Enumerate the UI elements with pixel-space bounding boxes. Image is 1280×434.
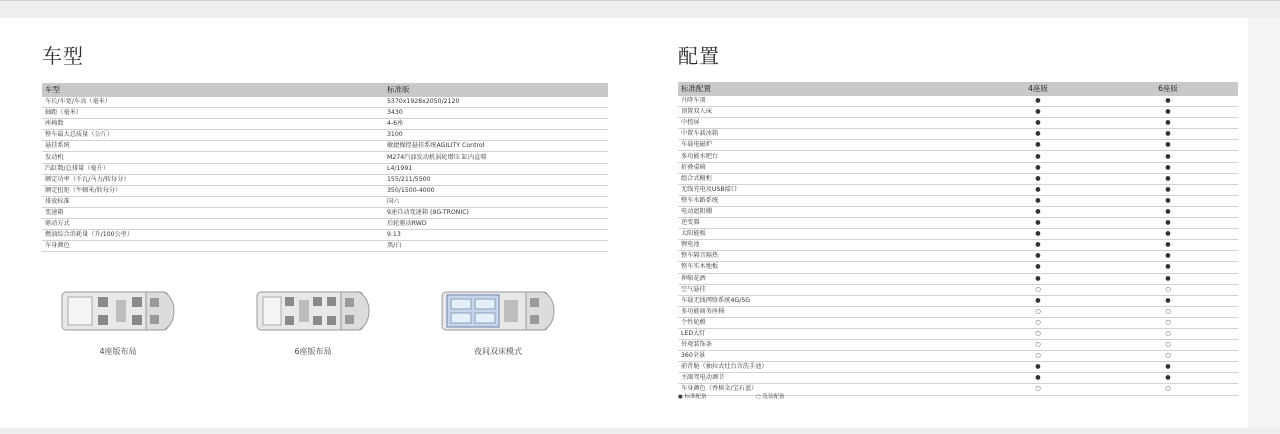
spec-label: 整车最大总质量（公斤） [42, 130, 384, 141]
feature-4-seat-mark: ○ [978, 340, 1098, 351]
feature-6-seat-mark: ● [1098, 129, 1238, 140]
configuration-table [678, 82, 1238, 396]
feature-6-seat-mark: ● [1098, 362, 1238, 373]
feature-6-seat-mark: ○ [1098, 384, 1238, 395]
feature-6-seat-mark: ● [1098, 162, 1238, 173]
table-row [42, 141, 608, 152]
feature-4-seat-mark: ● [978, 218, 1098, 229]
table-header-row [42, 83, 608, 97]
feature-4-seat-mark: ● [978, 262, 1098, 273]
spec-label: 轴距（毫米） [42, 108, 384, 119]
table-row [678, 362, 1238, 373]
spec-value: 3100 [384, 130, 608, 141]
feature-4-seat-mark: ● [978, 140, 1098, 151]
table-row [678, 218, 1238, 229]
page-edge [1248, 18, 1280, 428]
layout-caption: 4座版布局 [99, 347, 137, 356]
spec-label: 汽缸数/总排量（毫升） [42, 163, 384, 174]
feature-6-seat-mark: ● [1098, 295, 1238, 306]
spec-label: 悬挂系统 [42, 141, 384, 152]
feature-4-seat-mark: ● [978, 151, 1098, 162]
spec-value: 黑/白 [384, 241, 608, 252]
feature-6-seat-mark: ○ [1098, 284, 1238, 295]
table-row [678, 173, 1238, 184]
feature-6-seat-mark: ● [1098, 206, 1238, 217]
feature-4-seat-mark: ○ [978, 306, 1098, 317]
table-row [678, 295, 1238, 306]
table-row [678, 229, 1238, 240]
table-row [42, 108, 608, 119]
spec-value: 9.13 [384, 230, 608, 241]
spec-label: 额定功率（千瓦/马力/转每分） [42, 174, 384, 185]
table-row [678, 340, 1238, 351]
table-row [678, 140, 1238, 151]
feature-label: 无线充电及USB接口 [678, 184, 978, 195]
table-row [678, 317, 1238, 328]
van-6-seat-floorplan-icon [255, 288, 371, 334]
feature-label: LED大灯 [678, 328, 978, 339]
feature-6-seat-mark: ● [1098, 107, 1238, 118]
feature-label: 电动遮阳棚 [678, 206, 978, 217]
feature-6-seat-mark: ● [1098, 151, 1238, 162]
table-row [678, 240, 1238, 251]
feature-label: 主副驾电动调节 [678, 373, 978, 384]
spec-label: 车长/车宽/车高（毫米） [42, 97, 384, 108]
table-row [678, 195, 1238, 206]
feature-6-seat-mark: ● [1098, 140, 1238, 151]
right-page [640, 18, 1280, 428]
feature-label: 多功能水吧台 [678, 151, 978, 162]
feature-4-seat-mark: ● [978, 251, 1098, 262]
spec-label: 座椅数 [42, 119, 384, 130]
feature-4-seat-mark: ● [978, 96, 1098, 107]
feature-6-seat-mark: ● [1098, 184, 1238, 195]
spec-label: 车身颜色 [42, 241, 384, 252]
table-row [678, 262, 1238, 273]
table-row [678, 151, 1238, 162]
table-row [42, 219, 608, 230]
feature-6-seat-mark: ● [1098, 273, 1238, 284]
feature-6-seat-mark: ○ [1098, 306, 1238, 317]
feature-4-seat-mark: ○ [978, 284, 1098, 295]
table-row [678, 162, 1238, 173]
feature-6-seat-mark: ● [1098, 229, 1238, 240]
table-header-row [678, 82, 1238, 96]
legend-optional: ○ 选装配备 [756, 394, 785, 400]
feature-label: 车载电磁炉 [678, 140, 978, 151]
van-4-seat-floorplan-icon [60, 288, 176, 334]
feature-4-seat-mark: ● [978, 295, 1098, 306]
feature-4-seat-mark: ● [978, 184, 1098, 195]
feature-label: 顶置双人床 [678, 107, 978, 118]
feature-4-seat-mark: ● [978, 162, 1098, 173]
feature-label: 伸缩花洒 [678, 273, 978, 284]
table-row [42, 185, 608, 196]
table-row [42, 163, 608, 174]
table-row [42, 230, 608, 241]
table-row [678, 129, 1238, 140]
feature-label: 太阳能板 [678, 229, 978, 240]
layout-4-seat [60, 288, 176, 357]
table-row [678, 328, 1238, 339]
table-row [42, 119, 608, 130]
column-header-standard: 标准版 [384, 83, 608, 97]
table-row [678, 284, 1238, 295]
feature-4-seat-mark: ● [978, 229, 1098, 240]
feature-label: 中控屏 [678, 118, 978, 129]
feature-label: 360全景 [678, 351, 978, 362]
table-row [42, 241, 608, 252]
table-row [678, 96, 1238, 107]
spec-label: 额定扭矩（牛顿米/转每分） [42, 185, 384, 196]
feature-label: 车载无线网络系统4G/5G [678, 295, 978, 306]
spec-label: 排放标准 [42, 196, 384, 207]
feature-4-seat-mark: ○ [978, 351, 1098, 362]
table-row [42, 174, 608, 185]
feature-6-seat-mark: ● [1098, 173, 1238, 184]
layout-6-seat [255, 288, 371, 357]
spec-value: 国六 [384, 196, 608, 207]
van-night-bed-floorplan-icon [440, 288, 556, 334]
column-header-4-seat: 4座版 [978, 82, 1098, 96]
feature-4-seat-mark: ○ [978, 317, 1098, 328]
feature-label: 折叠桌椅 [678, 162, 978, 173]
feature-label: 外观装饰条 [678, 340, 978, 351]
feature-label: 多功能商务座椅 [678, 306, 978, 317]
top-rule [0, 0, 1280, 1]
column-header-model: 车型 [42, 83, 384, 97]
spec-value: 5370x1928x2050/2120 [384, 97, 608, 108]
feature-4-seat-mark: ● [978, 273, 1098, 284]
table-row [42, 97, 608, 108]
spec-value: 350/1500-4000 [384, 185, 608, 196]
feature-6-seat-mark: ○ [1098, 340, 1238, 351]
spec-value: L4/1991 [384, 163, 608, 174]
feature-label: 组合式橱柜 [678, 173, 978, 184]
feature-4-seat-mark: ● [978, 240, 1098, 251]
feature-label: 整车实木地板 [678, 262, 978, 273]
feature-6-seat-mark: ○ [1098, 317, 1238, 328]
feature-4-seat-mark: ● [978, 118, 1098, 129]
spec-value: 4-6座 [384, 119, 608, 130]
spec-label: 变速箱 [42, 207, 384, 218]
feature-6-seat-mark: ● [1098, 251, 1238, 262]
table-row [678, 251, 1238, 262]
feature-4-seat-mark: ● [978, 173, 1098, 184]
spec-label: 驱动方式 [42, 219, 384, 230]
feature-4-seat-mark: ● [978, 129, 1098, 140]
table-row [678, 306, 1238, 317]
feature-6-seat-mark: ● [1098, 240, 1238, 251]
layout-caption: 夜间双床模式 [474, 347, 522, 356]
feature-4-seat-mark: ○ [978, 328, 1098, 339]
feature-label: 锂电池 [678, 240, 978, 251]
table-row [678, 351, 1238, 362]
spec-value: 155/211/5500 [384, 174, 608, 185]
feature-label: 逆变器 [678, 218, 978, 229]
table-row [42, 207, 608, 218]
table-row [678, 184, 1238, 195]
layout-night-bed [440, 288, 556, 357]
feature-4-seat-mark: ● [978, 373, 1098, 384]
feature-4-seat-mark: ○ [978, 384, 1098, 395]
feature-6-seat-mark: ● [1098, 218, 1238, 229]
feature-6-seat-mark: ● [1098, 262, 1238, 273]
feature-label: 升降车顶 [678, 96, 978, 107]
spec-value: 后轮驱动RWD [384, 219, 608, 230]
feature-6-seat-mark: ○ [1098, 351, 1238, 362]
feature-4-seat-mark: ● [978, 107, 1098, 118]
table-row [678, 206, 1238, 217]
table-row [678, 373, 1238, 384]
column-header-standard-config: 标准配置 [678, 82, 978, 96]
feature-label: 空气悬挂 [678, 284, 978, 295]
legend-standard: ● 标准配备 [678, 394, 707, 400]
feature-6-seat-mark: ● [1098, 118, 1238, 129]
feature-label: 车身颜色（香槟金/宝石蓝） [678, 384, 978, 395]
table-row [42, 196, 608, 207]
feature-4-seat-mark: ● [978, 362, 1098, 373]
spec-value: 9速自动变速箱 (9G-TRONIC) [384, 207, 608, 218]
table-row [678, 107, 1238, 118]
spec-value: 敏捷操控悬挂系统AGILITY Control [384, 141, 608, 152]
feature-6-seat-mark: ● [1098, 373, 1238, 384]
layout-caption: 6座版布局 [294, 347, 332, 356]
feature-6-seat-mark: ● [1098, 96, 1238, 107]
spec-value: M274汽油发动机涡轮增压 缸内直喷 [384, 152, 608, 163]
feature-label: 整车隔音隔热 [678, 251, 978, 262]
spec-value: 3430 [384, 108, 608, 119]
feature-label: 个性轮毂 [678, 317, 978, 328]
models-title: 车型 [42, 44, 84, 68]
configuration-title: 配置 [678, 44, 720, 68]
table-row [42, 152, 608, 163]
feature-label: 中置车载冰箱 [678, 129, 978, 140]
feature-label: 前背舱（抽拉式灶台含洗手池） [678, 362, 978, 373]
spec-label: 燃油综合消耗量（升/100公里） [42, 230, 384, 241]
feature-4-seat-mark: ● [978, 206, 1098, 217]
spec-label: 发动机 [42, 152, 384, 163]
feature-label: 整车水路系统 [678, 195, 978, 206]
feature-4-seat-mark: ● [978, 195, 1098, 206]
table-row [42, 130, 608, 141]
column-header-6-seat: 6座版 [1098, 82, 1238, 96]
feature-6-seat-mark: ● [1098, 195, 1238, 206]
table-row [678, 118, 1238, 129]
left-page [0, 18, 640, 428]
table-row [678, 273, 1238, 284]
model-spec-table [42, 83, 608, 252]
feature-6-seat-mark: ○ [1098, 328, 1238, 339]
